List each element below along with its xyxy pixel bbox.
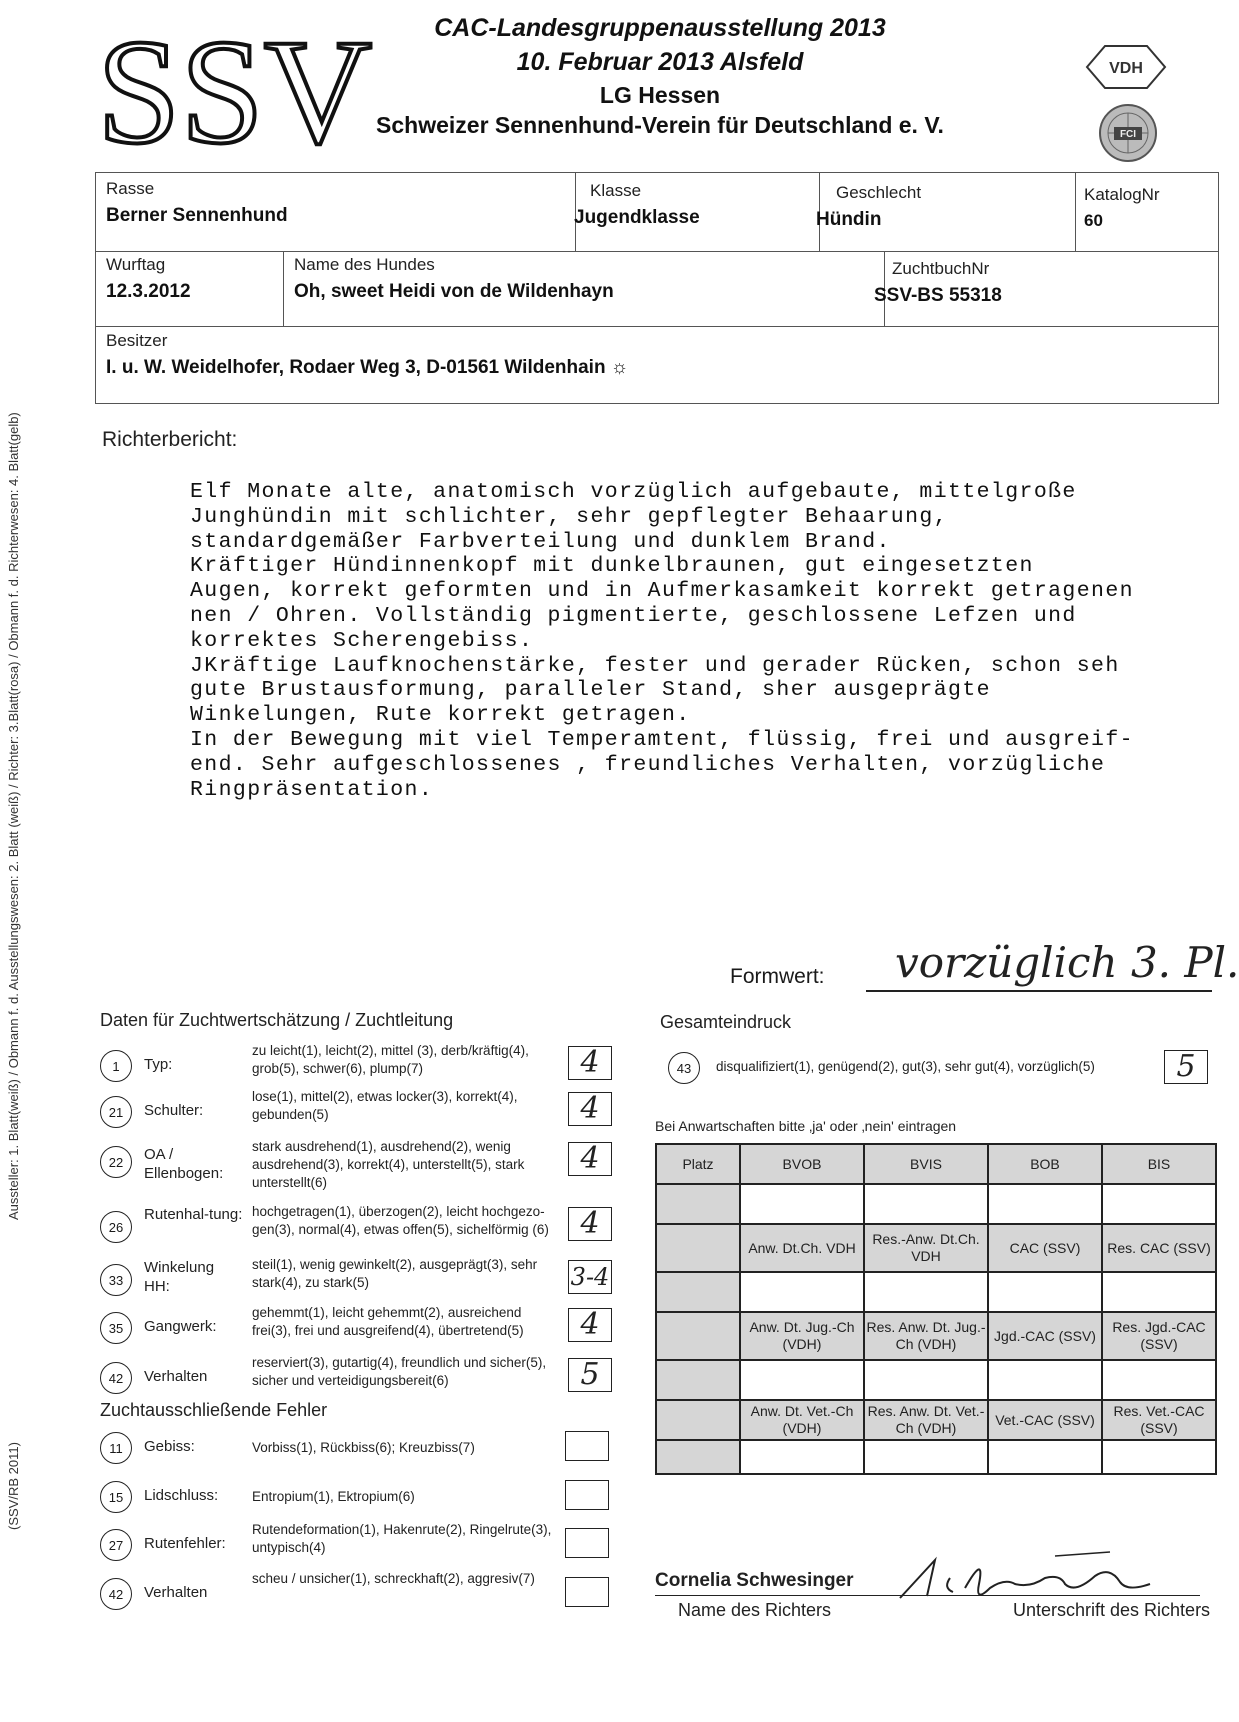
geschlecht-value: Hündin <box>816 209 882 230</box>
report-line: Kräftiger Hündinnenkopf mit dunkelbraunen, gut eingesetzten <box>190 554 1034 579</box>
fault-row <box>100 1571 620 1624</box>
awards-header: Platz <box>656 1144 740 1184</box>
besitzer-value: I. u. W. Weidelhofer, Rodaer Weg 3, D-01561 Wildenhain ☼ <box>106 357 629 378</box>
criterion-label: OA / Ellenbogen: <box>144 1146 224 1182</box>
awards-entry-cell[interactable] <box>1102 1360 1216 1400</box>
ssv-logo <box>95 9 373 175</box>
awards-entry-cell[interactable] <box>1102 1184 1216 1224</box>
criterion-score: 3-4 <box>568 1260 612 1294</box>
awards-entry-cell[interactable] <box>740 1440 864 1474</box>
fci-badge <box>1098 103 1158 163</box>
criterion-score: 4 <box>568 1092 612 1126</box>
awards-entry-cell[interactable] <box>740 1184 864 1224</box>
award-label: Vet.-CAC (SSV) <box>988 1400 1102 1440</box>
criterion-number: 1 <box>100 1050 132 1082</box>
judge-name: Cornelia Schwesinger <box>655 1570 854 1591</box>
awards-entry-cell[interactable] <box>864 1272 988 1312</box>
svg-text:FCI: FCI <box>1119 129 1137 140</box>
form-code: (SSV/RB 2011) <box>6 1442 21 1530</box>
award-label: Res. CAC (SSV) <box>1102 1224 1216 1272</box>
criterion-row <box>100 1139 620 1192</box>
awards-platz-cell <box>656 1312 740 1360</box>
criterion-score: 4 <box>568 1142 612 1176</box>
awards-entry-cell[interactable] <box>1102 1272 1216 1312</box>
fault-number: 15 <box>100 1481 132 1513</box>
gesamt-row <box>668 1048 1218 1098</box>
besitzer-label: Besitzer <box>106 331 168 350</box>
criterion-options: gehemmt(1), leicht gehemmt(2), ausreichend frei(3), frei und ausgreifend(4), übertretend(5) <box>252 1305 524 1338</box>
award-label: Anw. Dt. Vet.-Ch (VDH) <box>740 1400 864 1440</box>
fault-checkbox[interactable] <box>565 1528 609 1558</box>
fault-row <box>100 1428 620 1478</box>
klasse-label: Klasse <box>590 181 642 200</box>
gesamt-number: 43 <box>668 1052 700 1084</box>
awards-header: BIS <box>1102 1144 1216 1184</box>
criterion-score: 4 <box>568 1308 612 1342</box>
award-label: Res. Anw. Dt. Jug.-Ch (VDH) <box>864 1312 988 1360</box>
criterion-label: Verhalten <box>144 1368 208 1385</box>
awards-entry-cell[interactable] <box>740 1360 864 1400</box>
report-line: standardgemäßer Farbverteilung und dunklem Brand. <box>190 529 891 554</box>
fault-number: 27 <box>100 1529 132 1561</box>
wurftag-label: Wurftag <box>106 255 166 274</box>
formwert-label: Formwert: <box>730 965 825 988</box>
svg-text:SSV: SSV <box>97 9 373 175</box>
criterion-score: 4 <box>568 1207 612 1241</box>
fault-options: Vorbiss(1), Rückbiss(6); Kreuzbiss(7) <box>252 1440 475 1455</box>
show-date-location: 10. Februar 2013 Alsfeld <box>516 48 804 76</box>
zuchtbuchnr-label: ZuchtbuchNr <box>892 259 990 278</box>
judge-signature-label: Unterschrift des Richters <box>1013 1600 1211 1620</box>
criterion-number: 35 <box>100 1312 132 1344</box>
report-line: gute Brustausformung, paralleler Stand, sher ausgeprägte <box>190 678 991 703</box>
criterion-options: lose(1), mittel(2), etwas locker(3), korrekt(4), gebunden(5) <box>252 1089 518 1122</box>
fault-label: Verhalten <box>144 1584 208 1601</box>
signature-line <box>655 1595 1200 1596</box>
fault-checkbox[interactable] <box>565 1480 609 1510</box>
report-line: Ringpräsentation. <box>190 777 434 802</box>
judge-name-label: Name des Richters <box>678 1600 832 1620</box>
awards-entry-cell[interactable] <box>1102 1440 1216 1474</box>
gesamt-title: Gesamteindruck <box>660 1012 792 1032</box>
criterion-label: Winkelung HH: <box>144 1259 215 1295</box>
award-label: Anw. Dt.Ch. VDH <box>740 1224 864 1272</box>
criterion-row <box>100 1204 620 1257</box>
zucht-title: Daten für Zuchtwertschätzung / Zuchtleitung <box>100 1010 454 1030</box>
awards-entry-cell[interactable] <box>656 1272 740 1312</box>
awards-entry-cell[interactable] <box>864 1440 988 1474</box>
fault-options: Rutendeformation(1), Hakenrute(2), Ringelrute(3), untypisch(4) <box>252 1522 552 1555</box>
criterion-number: 42 <box>100 1362 132 1394</box>
report-line: Elf Monate alte, anatomisch vorzüglich aufgebaute, mittelgroße <box>190 480 1077 504</box>
award-label: Res.-Anw. Dt.Ch. VDH <box>864 1224 988 1272</box>
award-label: CAC (SSV) <box>988 1224 1102 1272</box>
awards-note: Bei Anwartschaften bitte ‚ja' oder ‚nein' eintragen <box>655 1118 957 1134</box>
criterion-row <box>100 1257 620 1310</box>
award-label: Res. Jgd.-CAC (SSV) <box>1102 1312 1216 1360</box>
award-label: Res. Anw. Dt. Vet.-Ch (VDH) <box>864 1400 988 1440</box>
report-line: Winkelungen, Rute korrekt getragen. <box>190 703 691 728</box>
criterion-label: Typ: <box>144 1056 173 1073</box>
awards-table <box>655 1143 1217 1475</box>
awards-platz-cell <box>656 1400 740 1440</box>
criterion-number: 21 <box>100 1096 132 1128</box>
fault-options: scheu / unsicher(1), schreckhaft(2), aggresiv(7) <box>252 1571 535 1586</box>
report-line: In der Bewegung mit viel Temperamtent, flüssig, frei und ausgreif- <box>190 727 1134 752</box>
fault-row <box>100 1477 620 1527</box>
criterion-score: 5 <box>568 1358 612 1392</box>
fault-checkbox[interactable] <box>565 1577 609 1607</box>
criterion-label: Schulter: <box>144 1102 204 1119</box>
awards-header: BVIS <box>864 1144 988 1184</box>
regional-group: LG Hessen <box>599 82 721 108</box>
award-label: Res. Vet.-CAC (SSV) <box>1102 1400 1216 1440</box>
report-text <box>190 480 1210 802</box>
awards-entry-cell[interactable] <box>864 1360 988 1400</box>
criterion-options: reserviert(3), gutartig(4), freundlich und sicher(5), sicher und verteidigungsbereit(6) <box>252 1355 547 1388</box>
fault-number: 11 <box>100 1432 132 1464</box>
awards-entry-cell[interactable] <box>656 1184 740 1224</box>
awards-entry-cell[interactable] <box>988 1184 1102 1224</box>
awards-entry-cell[interactable] <box>988 1360 1102 1400</box>
criterion-options: hochgetragen(1), überzogen(2), leicht hochgezo-gen(3), normal(4), etwas offen(5), sichelförmig (6) <box>252 1204 549 1237</box>
criterion-row <box>100 1305 620 1358</box>
report-line: JKräftige Laufknochenstärke, fester und gerader Rücken, schon seh <box>190 653 1120 678</box>
awards-entry-cell[interactable] <box>656 1360 740 1400</box>
formwert-value: vorzüglich 3. Pl. <box>895 938 1239 987</box>
criterion-number: 26 <box>100 1211 132 1243</box>
criterion-options: stark ausdrehend(1), ausdrehend(2), wenig ausdrehend(3), korrekt(4), unterstellt(5), stark unterstellt(6) <box>252 1139 525 1190</box>
criterion-row <box>100 1089 620 1142</box>
club-name: Schweizer Sennenhund-Verein für Deutschland e. V. <box>376 112 944 138</box>
report-line: Augen, korrekt geformten und in Aufmerkasamkeit korrekt getragenen <box>190 579 1134 604</box>
report-title: Richterbericht: <box>102 428 238 451</box>
awards-entry-cell[interactable] <box>740 1272 864 1312</box>
judge-signature <box>895 1548 1155 1608</box>
awards-platz-cell <box>656 1224 740 1272</box>
rasse-label: Rasse <box>106 179 155 198</box>
fault-checkbox[interactable] <box>565 1431 609 1461</box>
report-line: nen / Ohren. Vollständig pigmentierte, geschlossene Lefzen und <box>190 603 1077 628</box>
hundename-value: Oh, sweet Heidi von de Wildenhayn <box>294 281 614 302</box>
katalognr-value: 60 <box>1084 211 1103 230</box>
copy-distribution-note: Aussteller: 1. Blatt(weiß) / Obmann f. d. Ausstellungswesen: 2. Blatt (weiß) / Richter: 3.Blatt(rosa) / Obmann f. d. Richterwesen: 4. Blatt(gelb) <box>6 412 21 1220</box>
show-title: CAC-Landesgruppenausstellung 2013 <box>434 14 886 42</box>
award-label: Jgd.-CAC (SSV) <box>988 1312 1102 1360</box>
criterion-number: 22 <box>100 1146 132 1178</box>
awards-entry-cell[interactable] <box>864 1184 988 1224</box>
award-label: Anw. Dt. Jug.-Ch (VDH) <box>740 1312 864 1360</box>
zuchtbuchnr-value: SSV-BS 55318 <box>874 285 1002 306</box>
fault-number: 42 <box>100 1578 132 1610</box>
awards-entry-cell[interactable] <box>988 1272 1102 1312</box>
criterion-options: zu leicht(1), leicht(2), mittel (3), derb/kräftig(4), grob(5), schwer(6), plump(7) <box>252 1043 529 1076</box>
criterion-options: steil(1), wenig gewinkelt(2), ausgeprägt(3), sehr stark(4), zu stark(5) <box>252 1257 538 1290</box>
report-line: Junghündin mit schlichter, sehr gepflegter Behaarung, <box>190 504 949 529</box>
wurftag-value: 12.3.2012 <box>106 281 191 302</box>
criterion-label: Gangwerk: <box>144 1318 217 1335</box>
awards-header: BVOB <box>740 1144 864 1184</box>
katalognr-label: KatalogNr <box>1084 185 1160 204</box>
fault-label: Rutenfehler: <box>144 1535 226 1552</box>
fault-label: Gebiss: <box>144 1438 195 1455</box>
gesamt-options: disqualifiziert(1), genügend(2), gut(3), sehr gut(4), vorzüglich(5) <box>716 1059 1095 1074</box>
fault-label: Lidschluss: <box>144 1487 219 1504</box>
svg-text:VDH: VDH <box>1109 60 1143 77</box>
criterion-score: 4 <box>568 1046 612 1080</box>
awards-header: BOB <box>988 1144 1102 1184</box>
report-line: korrektes Scherengebiss. <box>190 628 534 653</box>
rasse-value: Berner Sennenhund <box>106 205 288 226</box>
fault-row <box>100 1522 620 1575</box>
criterion-number: 33 <box>100 1264 132 1296</box>
geschlecht-label: Geschlecht <box>836 183 922 202</box>
gesamt-score: 5 <box>1164 1050 1208 1084</box>
awards-entry-cell[interactable] <box>988 1440 1102 1474</box>
report-line: end. Sehr aufgeschlossenes , freundliches Verhalten, vorzügliche <box>190 752 1106 777</box>
hundename-label: Name des Hundes <box>294 255 435 274</box>
dog-info-box <box>95 172 1219 404</box>
klasse-value: Jugendklasse <box>574 207 700 228</box>
fault-options: Entropium(1), Ektropium(6) <box>252 1489 415 1504</box>
criterion-label: Rutenhal-tung: <box>144 1206 243 1223</box>
awards-entry-cell[interactable] <box>656 1440 740 1474</box>
faults-title: Zuchtausschließende Fehler <box>100 1400 328 1420</box>
vdh-badge <box>1085 44 1167 90</box>
formwert-line <box>866 990 1212 992</box>
